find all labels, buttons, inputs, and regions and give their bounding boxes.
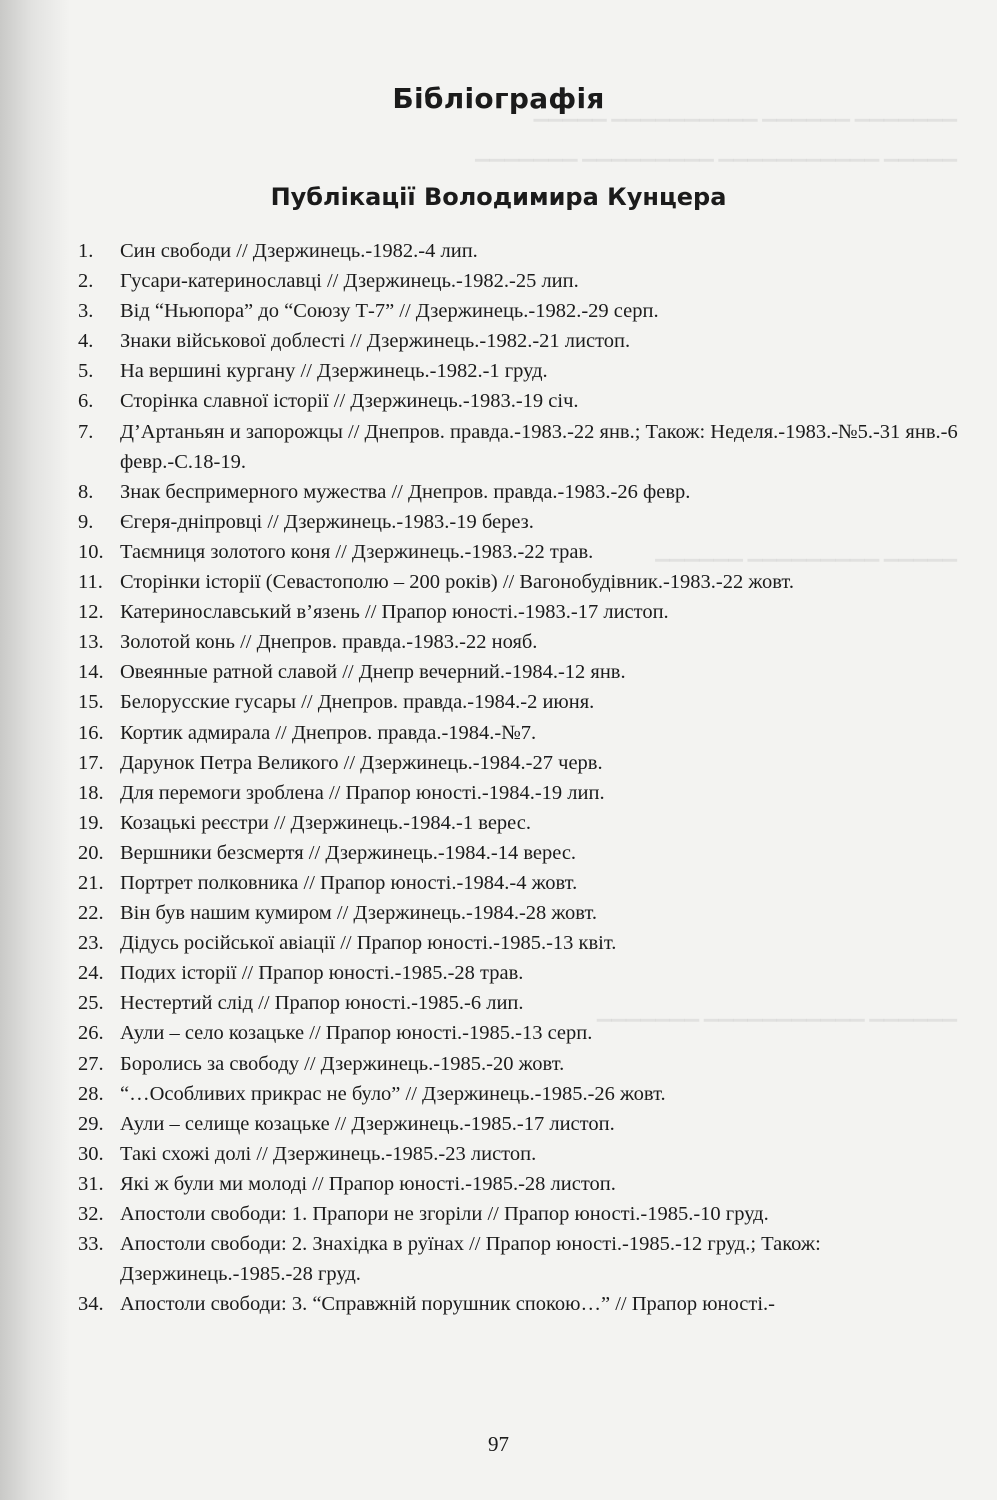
entry-text: Такі схожі долі // Дзержинець.-1985.-23 листоп.	[120, 1142, 537, 1165]
bleed-through-line: ▁▁▁▁▁▁▁ ▁▁▁▁▁▁▁▁▁ ▁▁▁▁▁▁▁▁▁▁▁ ▁▁▁▁▁	[475, 141, 957, 162]
entry-number: 32.	[78, 1203, 104, 1225]
bleed-through-line: ▁▁▁▁▁▁▁ ▁▁▁▁▁▁▁▁▁▁▁ ▁▁▁▁▁▁	[596, 1001, 957, 1022]
entry-number: 4.	[78, 330, 94, 353]
entry-text: Дідусь російської авіації // Прапор юності.-1985.-13 квіт.	[120, 932, 617, 955]
entry-text: Нестертий слід // Прапор юності.-1985.-6 лип.	[120, 992, 524, 1015]
entry-number: 28.	[78, 1082, 104, 1105]
bibliography-entry	[78, 567, 958, 597]
entry-number: 9.	[78, 510, 94, 533]
bibliography-entry	[78, 296, 958, 326]
bibliography-entry	[78, 1169, 958, 1199]
entry-text: Кортик адмирала // Днепров. правда.-1984.-№7.	[120, 721, 537, 744]
bleed-through-line: ▁▁▁▁▁▁ ▁▁▁▁▁▁▁▁▁ ▁▁▁▁▁	[655, 541, 957, 562]
entry-number: 25.	[78, 992, 104, 1015]
entry-text: Козацькі реєстри // Дзержинець.-1984.-1 верес.	[120, 811, 532, 834]
bibliography-list	[78, 236, 958, 1319]
entry-number: 13.	[78, 631, 104, 654]
entry-text: Які ж були ми молоді // Прапор юності.-1985.-28 листоп.	[120, 1172, 616, 1195]
entry-number: 3.	[78, 300, 94, 323]
bibliography-entry	[78, 808, 958, 838]
entry-text: “…Особливих прикрас не було” // Дзержинець.-1985.-26 жовт.	[120, 1082, 666, 1105]
bibliography-entry	[78, 1199, 958, 1229]
entry-number: 29.	[78, 1112, 104, 1135]
bibliography-entry	[78, 537, 958, 567]
bibliography-entry	[78, 326, 958, 356]
entry-number: 18.	[78, 781, 104, 804]
entry-number: 15.	[78, 691, 104, 714]
entry-number: 2.	[78, 270, 94, 293]
entry-number: 22.	[78, 902, 104, 925]
entry-text: Подих історії // Прапор юності.-1985.-28 трав.	[120, 962, 524, 985]
bibliography-entry	[78, 417, 958, 477]
bibliography-entry	[78, 657, 958, 687]
bibliography-entry	[78, 898, 958, 928]
bibliography-entry	[78, 748, 958, 778]
page-number: 97	[488, 1432, 509, 1456]
entry-number: 20.	[78, 841, 104, 864]
entry-text: Син свободи // Дзержинець.-1982.-4 лип.	[120, 240, 478, 262]
bibliography-entry	[78, 236, 958, 266]
bibliography-entry	[78, 1289, 958, 1319]
entry-number: 16.	[78, 721, 104, 744]
entry-number: 26.	[78, 1022, 104, 1045]
entry-text: Вершники безсмертя // Дзержинець.-1984.-14 верес.	[120, 841, 577, 864]
bibliography-entry	[78, 988, 958, 1018]
entry-number: 11.	[78, 571, 103, 594]
bleed-through-line: ▁▁▁▁▁ ▁▁▁▁▁▁▁▁▁▁ ▁▁▁▁▁▁ ▁▁▁▁▁▁▁	[533, 101, 957, 122]
entry-text: Боролись за свободу // Дзержинець.-1985.-20 жовт.	[120, 1052, 565, 1075]
entry-text: Белорусские гусары // Днепров. правда.-1984.-2 июня.	[120, 691, 595, 714]
bibliography-entry	[78, 778, 958, 808]
entry-number: 33.	[78, 1233, 104, 1256]
entry-number: 27.	[78, 1052, 104, 1075]
bibliography-entry	[78, 356, 958, 386]
entry-text: Гусари-катеринославці // Дзержинець.-1982.-25 лип.	[120, 270, 579, 293]
entry-text: Дарунок Петра Великого // Дзержинець.-1984.-27 черв.	[120, 751, 603, 774]
entry-text: Аули – селище козацьке // Дзержинець.-1985.-17 листоп.	[120, 1112, 615, 1135]
entry-number: 31.	[78, 1172, 104, 1195]
bibliography-entry	[78, 386, 958, 416]
entry-number: 30.	[78, 1142, 104, 1165]
entry-number: 12.	[78, 601, 104, 624]
bibliography-entry	[78, 627, 958, 657]
entry-number: 14.	[78, 661, 104, 684]
bibliography-entry	[78, 1018, 958, 1048]
entry-text: На вершині кургану // Дзержинець.-1982.-1 груд.	[120, 360, 548, 383]
bibliography-entry	[78, 1079, 958, 1109]
entry-number: 8.	[78, 480, 94, 503]
entry-text: Таємниця золотого коня // Дзержинець.-1983.-22 трав.	[120, 540, 594, 563]
bibliography-entry	[78, 868, 958, 898]
bibliography-entry	[78, 507, 958, 537]
bibliography-entry	[78, 1139, 958, 1169]
entry-text: Апостоли свободи: 2. Знахідка в руїнах // Прапор юності.-1985.-12 груд.; Також: Дзержинець.-1985.-28 груд.	[120, 1233, 821, 1286]
bibliography-entry	[78, 958, 958, 988]
entry-number: 34.	[78, 1293, 104, 1316]
entry-text: Золотой конь // Днепров. правда.-1983.-22 нояб.	[120, 631, 538, 654]
entry-text: Апостоли свободи: 3. “Справжній порушник спокою…” // Прапор юності.-	[120, 1293, 775, 1316]
entry-text: Знаки військової доблесті // Дзержинець.-1982.-21 листоп.	[120, 330, 631, 353]
bibliography-entry	[78, 687, 958, 717]
entry-number: 23.	[78, 932, 104, 955]
bibliography-entry	[78, 1229, 958, 1289]
entry-text: Овеянные ратной славой // Днепр вечерний.-1984.-12 янв.	[120, 661, 626, 684]
bibliography-entry	[78, 838, 958, 868]
entry-text: Сторінка славної історії // Дзержинець.-1983.-19 січ.	[120, 390, 579, 413]
entry-text: Знак беспримерного мужества // Днепров. правда.-1983.-26 февр.	[120, 480, 691, 503]
bibliography-entry	[78, 597, 958, 627]
entry-text: Єгеря-дніпровці // Дзержинець.-1983.-19 берез.	[120, 510, 534, 533]
entry-text: Сторінки історії (Севастополю – 200 років) // Вагонобудівник.-1983.-22 жовт.	[120, 571, 794, 594]
bibliography-entry	[78, 266, 958, 296]
entry-number: 24.	[78, 962, 104, 985]
entry-number: 5.	[78, 360, 94, 383]
entry-text: Аули – село козацьке // Прапор юності.-1985.-13 серп.	[120, 1022, 593, 1045]
entry-text: Д’Артаньян и запорожцы // Днепров. правда.-1983.-22 янв.; Також: Неделя.-1983.-№5.-31 янв.-6 февр.-С.18-19.	[120, 420, 958, 473]
entry-number: 19.	[78, 811, 104, 834]
entry-text: Для перемоги зроблена // Прапор юності.-1984.-19 лип.	[120, 781, 605, 804]
bibliography-entry	[78, 477, 958, 507]
entry-text: Портрет полковника // Прапор юності.-1984.-4 жовт.	[120, 871, 578, 894]
entry-number: 6.	[78, 390, 94, 413]
entry-number: 21.	[78, 871, 104, 894]
entry-text: Він був нашим кумиром // Дзержинець.-1984.-28 жовт.	[120, 902, 598, 925]
entry-text: Апостоли свободи: 1. Прапори не згоріли // Прапор юності.-1985.-10 груд.	[120, 1203, 769, 1225]
page-title: Бібліографія	[392, 82, 605, 115]
bibliography-entry	[78, 1109, 958, 1139]
bibliography-entry	[78, 928, 958, 958]
entry-number: 10.	[78, 540, 104, 563]
entry-number: 17.	[78, 751, 104, 774]
bibliography-entry	[78, 1049, 958, 1079]
entry-number: 7.	[78, 420, 94, 443]
section-subtitle: Публікації Володимира Кунцера	[270, 183, 727, 211]
entry-text: Катеринославський в’язень // Прапор юності.-1983.-17 листоп.	[120, 601, 669, 624]
entry-text: Від “Ньюпора” до “Союзу Т-7” // Дзержинець.-1982.-29 серп.	[120, 300, 659, 323]
bibliography-entry	[78, 718, 958, 748]
entry-number: 1.	[78, 240, 94, 262]
